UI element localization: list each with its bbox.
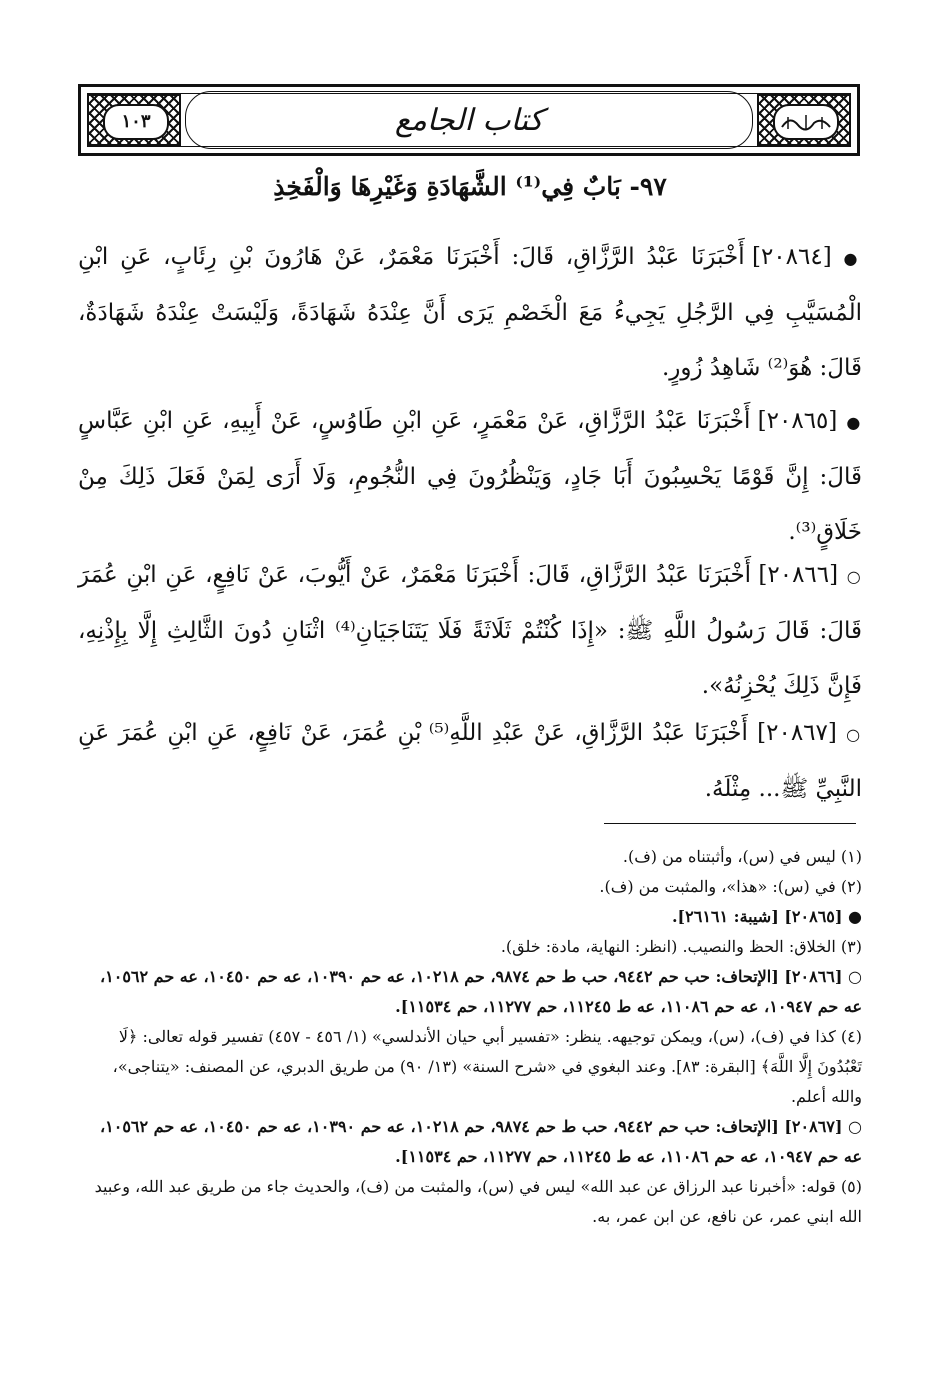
footnote-2: (٢) في (س): «هذا»، والمثبت من (ف). [599,877,862,896]
seal-calligraphy-icon [778,109,834,135]
page-number: ١٠٣ [103,104,169,140]
footnotes [80,842,862,1232]
hadith-entry-20864 [78,230,862,396]
footnote-3: (٣) الخلاق: الحظ والنصيب. (انظر: النهاية، مادة: خلق). [500,937,862,956]
seal-logo [773,104,839,140]
page-number-ornament [87,94,181,146]
entry-marker: ● [843,249,863,268]
entry-text: [٢٠٨٦٦] أَخْبَرَنَا عَبْدُ الرَّزَّاقِ، قَالَ: أَخْبَرَنَا مَعْمَرٌ، عَنْ أَيُّوبَ، عَنْ نَافِعٍ، عَنِ ابْنِ عُمَرَ قَالَ: قَالَ رَسُولُ اللَّهِ ﷺ: «إِذَا كُنْتُمْ ثَلَاثَةً فَلَا يَتَنَاجَيَانِ⁽⁴⁾ اثْنَانِ دُونَ الثَّالِثِ إِلَّا بِإِذْنِهِ، فَإِنَّ ذَلِكَ يُحْزِنُهُ». [78,562,862,699]
footnote-4: (٤) كذا في (ف)، (س)، ويمكن توجيهه. ينظر: «تفسير أبي حيان الأندلسي» (١/ ٤٥٦ - ٤٥٧) تفسير قوله تعالى: ﴿لَا تَعْبُدُونَ إِلَّا اللَّهَ﴾ [البقرة: ٨٣]. وعند البغوي في «شرح السنة» (١٣/ ٩٠) من طريق الدبري، عن المصنف: «يتناجى»، والله أعلم. [112,1027,862,1106]
section-heading: ٩٧- بَابٌ فِي⁽¹⁾ الشَّهَادَةِ وَغَيْرِهَا وَالْفَخِذِ [273,172,667,201]
footnote-divider [604,823,856,824]
footnote-1: (١) ليس في (س)، وأثبتناه من (ف). [622,847,862,866]
hadith-entry-20867 [78,706,862,817]
entry-marker: ○ [846,725,862,744]
seal-ornament [757,94,851,146]
entry-marker: ○ [846,567,863,586]
entry-text: [٢٠٨٦٥] أَخْبَرَنَا عَبْدُ الرَّزَّاقِ، عَنْ مَعْمَرٍ، عَنِ ابْنِ طَاوُسٍ، عَنْ أَبِيهِ، عَنِ ابْنِ عَبَّاسٍ قَالَ: إِنَّ قَوْمًا يَحْسِبُونَ أَبَا جَادٍ، وَيَنْظُرُونَ فِي النُّجُومِ، وَلَا أَرَى لِمَنْ فَعَلَ ذَلِكَ مِنْ خَلَاقٍ⁽³⁾. [78,408,862,545]
entry-marker: ● [846,413,862,432]
footnote-ref-20867: ○ [٢٠٨٦٧] [الإتحاف: حب حم ٩٤٤٢، حب ط حم ٩٨٧٤، حم ١٠٢١٨، عه حم ١٠٣٩٠، عه حم ١٠٤٥٠، عه حم ١٠٥٦٢، عه حم ١٠٩٤٧، عه حم ١١٠٨٦، عه ط ١١٢٤٥، حم ١١٢٧٧، حم ١١٥٣٤]. [99,1117,862,1166]
page-header-frame [78,84,860,156]
footnote-5: (٥) قوله: «أخبرنا عبد الرزاق عن عبد الله» ليس في (س)، والمثبت من (ف)، والحديث جاء من طريق عبد الله، وعبيد الله ابني عمر، عن نافع، عن ابن عمر، به. [94,1177,862,1226]
footnote-ref-20866: ○ [٢٠٨٦٦] [الإتحاف: حب حم ٩٤٤٢، حب ط حم ٩٨٧٤، حم ١٠٢١٨، عه حم ١٠٣٩٠، عه حم ١٠٤٥٠، عه حم ١٠٥٦٢، عه حم ١٠٩٤٧، عه حم ١١٠٨٦، عه ط ١١٢٤٥، حم ١١٢٧٧، حم ١١٥٣٤]. [99,967,862,1016]
book-title: كتاب الجامع [394,102,544,138]
footnote-ref-20865: ● [٢٠٨٦٥] [شيبة: ٢٦١٦١]. [671,907,862,926]
hadith-entry-20866 [78,548,862,714]
entry-text: [٢٠٨٦٤] أَخْبَرَنَا عَبْدُ الرَّزَّاقِ، قَالَ: أَخْبَرَنَا مَعْمَرٌ، عَنْ هَارُونَ بْنِ رِئَابٍ، عَنِ ابْنِ الْمُسَيَّبِ فِي الرَّجُلِ يَجِيءُ مَعَ الْخَصْمِ يَرَى أَنَّ عِنْدَهُ شَهَادَةً، وَلَيْسَتْ عِنْدَهُ شَهَادَةٌ، قَالَ: هُوَ⁽²⁾ شَاهِدُ زُورٍ. [78,244,862,381]
entry-text: [٢٠٨٦٧] أَخْبَرَنَا عَبْدُ الرَّزَّاقِ، عَنْ عَبْدِ اللَّهِ⁽⁵⁾ بْنِ عُمَرَ، عَنْ نَافِعٍ، عَنِ ابْنِ عُمَرَ عَنِ النَّبِيِّ ﷺ... مِثْلَهُ. [78,720,862,802]
hadith-entry-20865 [78,394,862,560]
